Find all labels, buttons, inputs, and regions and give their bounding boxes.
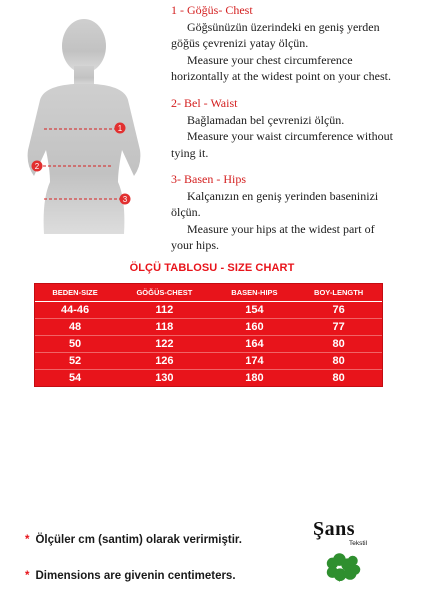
table-row [35,353,382,370]
svg-text:1: 1 [117,124,123,133]
instruction-line: horizontally at the widest point on your chest. [171,69,391,83]
footnote-units-tr [25,534,242,546]
clover-logo-icon [320,552,374,600]
table-row [35,319,382,336]
table-cell: 50 [35,336,115,353]
table-cell: 112 [115,302,214,319]
table-cell: 77 [295,319,382,336]
table-cell: 174 [214,353,296,370]
asterisk-icon: * [25,570,30,582]
table-cell: 160 [214,319,296,336]
table-cell: 118 [115,319,214,336]
brand-name: Şans [313,518,356,540]
instruction-line: ölçün. [171,205,201,219]
instruction-heading: 2- Bel - Waist [171,96,238,110]
svg-text:2: 2 [34,162,40,171]
instruction-waist [171,95,421,161]
size-chart-title: ÖLÇÜ TABLOSU - SIZE CHART [129,262,295,274]
instruction-line: Kalçanızın en geniş yerinden baseninizi [187,188,379,203]
instruction-line: tying it. [171,145,209,160]
table-cell: 52 [35,353,115,370]
instruction-hips [171,171,421,254]
column-header-hips: BASEN-HIPS [214,284,296,302]
table-cell: 54 [68,372,82,384]
instruction-line: Göğsünüzün üzerindeki en geniş yerden [187,19,380,34]
brand-subtitle: Tekstil [349,540,368,547]
instruction-heading: 1 - Göğüs- Chest [171,3,253,17]
footnote-units-en [25,570,236,582]
footnote-text: Dimensions are givenin centimeters. [35,570,236,582]
table-cell: 122 [115,336,214,353]
table-header-row [35,284,382,302]
table-cell: 76 [295,302,382,319]
instruction-line: Measure your chest circumference [187,52,353,67]
column-header-chest: GÖĞÜS-CHEST [115,284,214,302]
svg-text:3: 3 [122,195,128,204]
table-cell: 80 [295,336,382,353]
marker-waist [32,161,43,172]
table-cell: 126 [115,353,214,370]
column-header-length: BOY-LENGTH [295,284,382,302]
instruction-line: your hips. [171,238,219,252]
size-chart-table [34,283,383,387]
asterisk-icon: * [25,534,30,546]
instruction-line: göğüs çevrenizi yatay ölçün. [171,36,309,50]
table-cell: 180 [245,372,264,384]
instruction-chest [171,2,421,85]
column-header-size: BEDEN-SIZE [35,284,115,302]
table-row [35,336,382,353]
instruction-line: Measure your hips at the widest part of [187,221,375,236]
marker-hips [120,194,131,205]
instruction-line: Bağlamadan bel çevrenizi ölçün. [187,112,345,127]
table-cell: 44-46 [35,302,115,319]
table-cell: 154 [214,302,296,319]
table-row [35,302,382,319]
marker-chest [115,123,126,134]
body-silhouette-figure [0,0,170,245]
table-cell: 80 [332,372,345,384]
table-row [35,370,382,387]
table-cell: 80 [295,353,382,370]
table-cell: 130 [155,372,174,384]
footnote-text: Ölçüler cm (santim) olarak verirmiştir. [35,534,242,546]
table-cell: 48 [35,319,115,336]
instruction-line: Measure your waist circumference without [187,129,393,143]
instruction-heading: 3- Basen - Hips [171,172,246,186]
table-cell: 164 [214,336,296,353]
